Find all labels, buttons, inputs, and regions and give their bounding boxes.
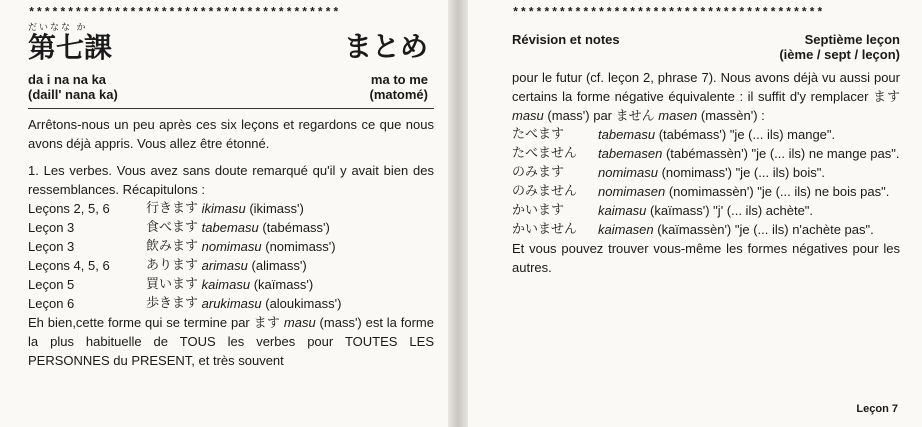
closing-text-2: (mass') est la forme la plus habituelle de TOUS les verbes pour TOUTES LES PERSONNES du PRESENT, et très souvent bbox=[28, 315, 434, 368]
example-romaji: nomimasen bbox=[598, 184, 666, 199]
future-jp-1: ます bbox=[873, 89, 900, 104]
recap-lesson: Leçons 2, 5, 6 bbox=[28, 201, 110, 216]
recap-verb-jp: 食べます bbox=[146, 220, 199, 235]
example-jp: のみません bbox=[512, 184, 578, 199]
intro-paragraph: Arrêtons-nous un peu après ces six leçons et regardons ce que nous avons déjà appris. Vous allez être étonné. bbox=[28, 117, 434, 151]
example-gloss: (nomimassèn') "je (... ils) ne bois pas". bbox=[665, 184, 890, 199]
example-gloss: (nomimass') "je (... ils) bois". bbox=[657, 165, 825, 180]
example-text bbox=[598, 220, 900, 239]
recap-row bbox=[28, 237, 434, 256]
recap-verb-pron: (alimass') bbox=[251, 258, 307, 273]
example-row bbox=[512, 201, 900, 220]
title-reading-pron: (daill' nana ka) bbox=[28, 87, 118, 102]
title-kanji: 第七課 bbox=[28, 31, 113, 64]
future-romaji-2: masen bbox=[658, 108, 698, 123]
recap-lesson: Leçon 3 bbox=[28, 239, 75, 254]
recap-verb-jp: 飲みます bbox=[146, 239, 199, 254]
future-romaji-1: masu bbox=[512, 108, 544, 123]
example-row bbox=[512, 182, 900, 201]
example-jp: のみます bbox=[512, 165, 565, 180]
left-page bbox=[0, 0, 448, 427]
title-reading-romaji: da i na na ka bbox=[28, 72, 107, 87]
right-page bbox=[468, 0, 922, 427]
example-gloss: (tabémassèn') "je (... ils) ne mange pas". bbox=[662, 146, 900, 161]
example-jp: かいます bbox=[512, 203, 565, 218]
example-gloss: (tabémass') "je (... ils) mange". bbox=[655, 127, 836, 142]
example-text bbox=[598, 182, 900, 201]
recap-lesson: Leçon 5 bbox=[28, 277, 75, 292]
example-jp: かいません bbox=[512, 222, 578, 237]
revision-header bbox=[512, 32, 900, 68]
recap-verb-jp: あります bbox=[146, 258, 199, 273]
recap-row bbox=[28, 294, 434, 313]
recap-lesson: Leçons 4, 5, 6 bbox=[28, 258, 110, 273]
recap-list bbox=[28, 199, 434, 313]
example-romaji: tabemasu bbox=[598, 127, 656, 142]
recap-verb-romaji: nomimasu bbox=[201, 239, 262, 254]
closing-jp: ます bbox=[253, 315, 281, 330]
recap-verb-romaji: ikimasu bbox=[201, 201, 246, 216]
star-rule-right: **************************************** bbox=[512, 6, 825, 20]
revision-heading: Révision et notes bbox=[512, 32, 620, 47]
verbs-intro-paragraph: 1. Les verbes. Vous avez sans doute remarqué qu'il y avait bien des ressemblances. Récapitulons : bbox=[28, 163, 434, 197]
summary-reading bbox=[369, 72, 428, 102]
example-gloss: (kaïmassèn') "je (... ils) n'achète pas". bbox=[653, 222, 874, 237]
recap-lesson: Leçon 6 bbox=[28, 296, 75, 311]
title-reading bbox=[28, 72, 118, 102]
recap-row bbox=[28, 256, 434, 275]
summary-reading-pron: (matomé) bbox=[369, 87, 428, 102]
title-furigana: だいなな か bbox=[28, 22, 88, 32]
closing-paragraph-right: Et vous pouvez trouver vous-même les formes négatives pour les autres. bbox=[512, 241, 900, 275]
lesson-label-title: Septième leçon bbox=[804, 32, 900, 47]
example-text bbox=[598, 125, 900, 144]
recap-verb-pron: (aloukimass') bbox=[265, 296, 342, 311]
future-text-1: pour le futur (cf. leçon 2, phrase 7). Nous avons déjà vu aussi pour certains la forme négative équivalente : il suffit d'y remplacer bbox=[512, 70, 900, 104]
title-summary: まとめ bbox=[343, 30, 428, 63]
example-text bbox=[598, 144, 900, 163]
recap-verb-jp: 歩きます bbox=[146, 296, 199, 311]
example-text bbox=[598, 201, 900, 220]
example-romaji: tabemasen bbox=[598, 146, 663, 161]
example-row bbox=[512, 163, 900, 182]
example-jp: たべます bbox=[512, 127, 565, 142]
reading-row bbox=[28, 72, 434, 104]
divider bbox=[28, 108, 434, 109]
closing-paragraph bbox=[28, 313, 434, 370]
examples-list bbox=[512, 125, 900, 239]
lesson-title-row bbox=[28, 22, 434, 72]
closing-text-1: Eh bien,cette forme qui se termine par bbox=[28, 315, 254, 330]
future-paragraph bbox=[512, 68, 900, 125]
recap-row bbox=[28, 218, 434, 237]
summary-reading-romaji: ma to me bbox=[370, 72, 428, 87]
closing-romaji: masu bbox=[283, 315, 316, 330]
example-text bbox=[598, 163, 900, 182]
lesson-label-gloss: (ième / sept / leçon) bbox=[779, 47, 900, 62]
example-romaji: nomimasu bbox=[598, 165, 658, 180]
book-gutter bbox=[448, 0, 468, 427]
recap-verb-romaji: tabemasu bbox=[201, 220, 259, 235]
recap-lesson: Leçon 3 bbox=[28, 220, 75, 235]
lesson-label bbox=[779, 32, 900, 62]
recap-verb-romaji: arimasu bbox=[201, 258, 248, 273]
example-jp: たべません bbox=[512, 146, 578, 161]
lesson-title bbox=[28, 22, 112, 63]
recap-verb-romaji: arukimasu bbox=[201, 296, 262, 311]
recap-verb-jp: 行きます bbox=[146, 201, 199, 216]
example-row bbox=[512, 125, 900, 144]
example-row bbox=[512, 220, 900, 239]
future-text-2: (mass') par bbox=[543, 108, 616, 123]
future-jp-2: ません bbox=[615, 108, 655, 123]
recap-verb-romaji: kaimasu bbox=[201, 277, 251, 292]
example-romaji: kaimasen bbox=[598, 222, 654, 237]
recap-verb-pron: (ikimass') bbox=[249, 201, 304, 216]
example-gloss: (kaïmass') "j' (... ils) achète". bbox=[646, 203, 814, 218]
recap-row bbox=[28, 199, 434, 218]
page-footer: Leçon 7 bbox=[856, 403, 898, 415]
star-rule-left: **************************************** bbox=[28, 6, 341, 20]
recap-verb-pron: (tabémass') bbox=[262, 220, 330, 235]
future-text-3: (massèn') : bbox=[697, 108, 765, 123]
example-row bbox=[512, 144, 900, 163]
recap-verb-pron: (kaïmass') bbox=[253, 277, 314, 292]
recap-row bbox=[28, 275, 434, 294]
recap-verb-pron: (nomimass') bbox=[265, 239, 336, 254]
example-romaji: kaimasu bbox=[598, 203, 647, 218]
recap-verb-jp: 買います bbox=[146, 277, 199, 292]
